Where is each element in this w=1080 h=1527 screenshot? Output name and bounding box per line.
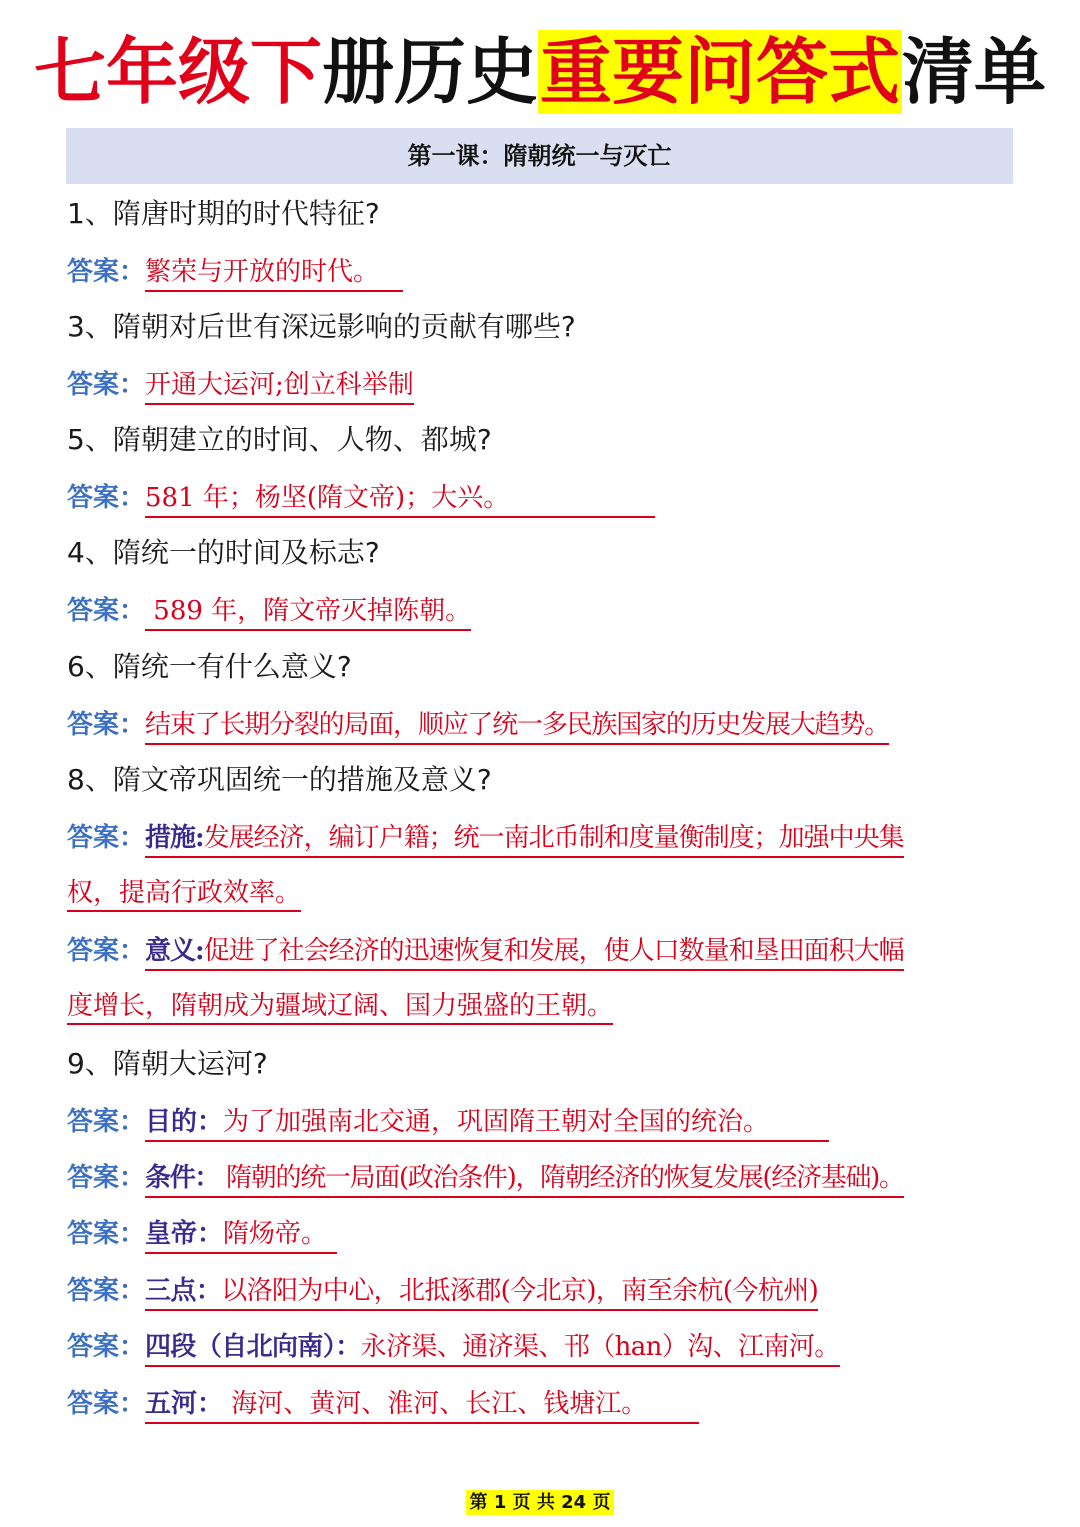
answer-label: 目的： bbox=[145, 1107, 224, 1137]
answer-text bbox=[145, 1105, 829, 1142]
answer-text bbox=[145, 934, 904, 971]
answer-text: 581 年；杨坚(隋文帝)；大兴。 bbox=[145, 481, 655, 518]
answer-body: 促进了社会经济的迅速恢复和发展，使人口数量和垦田面积大幅 bbox=[203, 936, 904, 966]
answer-9-five-rivers bbox=[67, 1384, 699, 1424]
answer-prefix: 答案： bbox=[67, 1389, 146, 1419]
answer-body: 以洛阳为中心，北抵涿郡(今北京)，南至余杭(今杭州) bbox=[221, 1276, 819, 1306]
answer-prefix: 答案： bbox=[67, 1332, 146, 1362]
answer-prefix: 答案： bbox=[67, 1276, 146, 1306]
title-highlight: 重要问答式 bbox=[540, 30, 901, 114]
answer-text: 结束了长期分裂的局面，顺应了统一多民族国家的历史发展大趋势。 bbox=[145, 708, 889, 745]
question-4: 4、隋统一的时间及标志? bbox=[67, 536, 380, 569]
answer-text bbox=[145, 1217, 337, 1254]
answer-9-three-points bbox=[67, 1271, 818, 1311]
answer-body: 海河、黄河、淮河、长江、钱塘江。 bbox=[223, 1389, 648, 1419]
answer-body: 为了加强南北交通，巩固隋王朝对全国的统治。 bbox=[223, 1107, 770, 1137]
answer-prefix: 答案： bbox=[67, 936, 146, 966]
answer-text bbox=[145, 1274, 818, 1311]
question-9: 9、隋朝大运河? bbox=[67, 1047, 268, 1080]
question-6: 6、隋统一有什么意义? bbox=[67, 650, 352, 683]
answer-9-four-sections bbox=[67, 1327, 840, 1367]
answer-3 bbox=[67, 365, 414, 405]
answer-label: 条件： bbox=[145, 1163, 220, 1193]
answer-body: 发展经济，编订户籍；统一南北币制和度量衡制度；加强中央集 bbox=[203, 823, 904, 853]
answer-label: 五河： bbox=[145, 1389, 224, 1419]
answer-4 bbox=[67, 591, 471, 631]
answer-label: 三点： bbox=[145, 1276, 222, 1306]
answer-label: 皇帝： bbox=[145, 1219, 224, 1249]
answer-body: 隋炀帝。 bbox=[223, 1219, 328, 1249]
answer-text bbox=[145, 1387, 699, 1424]
page-number: 第 1 页 共 24 页 bbox=[466, 1490, 615, 1515]
title-part-1: 七年级下 bbox=[33, 30, 322, 114]
lesson-heading: 第一课：隋朝统一与灭亡 bbox=[66, 128, 1013, 184]
answer-label: 措施: bbox=[145, 823, 204, 853]
answer-text bbox=[145, 1330, 840, 1367]
answer-prefix: 答案： bbox=[67, 483, 146, 513]
answer-label: 意义: bbox=[145, 936, 204, 966]
answer-8-measures-cont: 权，提高行政效率。 bbox=[67, 876, 301, 912]
answer-prefix: 答案： bbox=[67, 1107, 146, 1137]
answer-body: 隋朝的统一局面(政治条件)，隋朝经济的恢复发展(经济基础)。 bbox=[219, 1163, 904, 1193]
answer-body: 永济渠、通济渠、邗（han）沟、江南河。 bbox=[360, 1332, 840, 1362]
question-3: 3、隋朝对后世有深远影响的贡献有哪些? bbox=[67, 310, 576, 343]
question-8: 8、隋文帝巩固统一的措施及意义? bbox=[67, 763, 492, 796]
answer-label: 四段（自北向南）： bbox=[145, 1332, 361, 1362]
answer-5 bbox=[67, 478, 655, 518]
answer-6 bbox=[67, 705, 889, 745]
page-footer bbox=[0, 1488, 1080, 1514]
answer-text bbox=[145, 1161, 904, 1198]
answer-prefix: 答案： bbox=[67, 823, 146, 853]
answer-prefix: 答案： bbox=[67, 1163, 146, 1193]
title-part-2: 册历史 bbox=[321, 30, 538, 114]
answer-prefix: 答案： bbox=[67, 370, 146, 400]
title-part-4: 清单 bbox=[902, 30, 1047, 114]
answer-9-emperor bbox=[67, 1214, 337, 1254]
answer-text: 开通大运河;创立科举制 bbox=[145, 368, 414, 405]
answer-9-purpose bbox=[67, 1102, 829, 1142]
answer-prefix: 答案： bbox=[67, 710, 146, 740]
page-title bbox=[0, 22, 1080, 122]
answer-text: 繁荣与开放的时代。 bbox=[145, 255, 403, 292]
answer-prefix: 答案： bbox=[67, 1219, 146, 1249]
answer-text bbox=[145, 821, 904, 858]
answer-9-conditions bbox=[67, 1158, 904, 1198]
answer-prefix: 答案： bbox=[67, 596, 146, 626]
answer-8-meaning-cont: 度增长，隋朝成为疆域辽阔、国力强盛的王朝。 bbox=[67, 989, 613, 1025]
answer-prefix: 答案： bbox=[67, 257, 146, 287]
question-1: 1、隋唐时期的时代特征? bbox=[67, 197, 380, 230]
answer-8-measures bbox=[67, 818, 904, 858]
question-5: 5、隋朝建立的时间、人物、都城? bbox=[67, 423, 492, 456]
answer-8-meaning bbox=[67, 931, 904, 971]
answer-1 bbox=[67, 252, 403, 292]
answer-text: 589 年，隋文帝灭掉陈朝。 bbox=[145, 594, 471, 631]
